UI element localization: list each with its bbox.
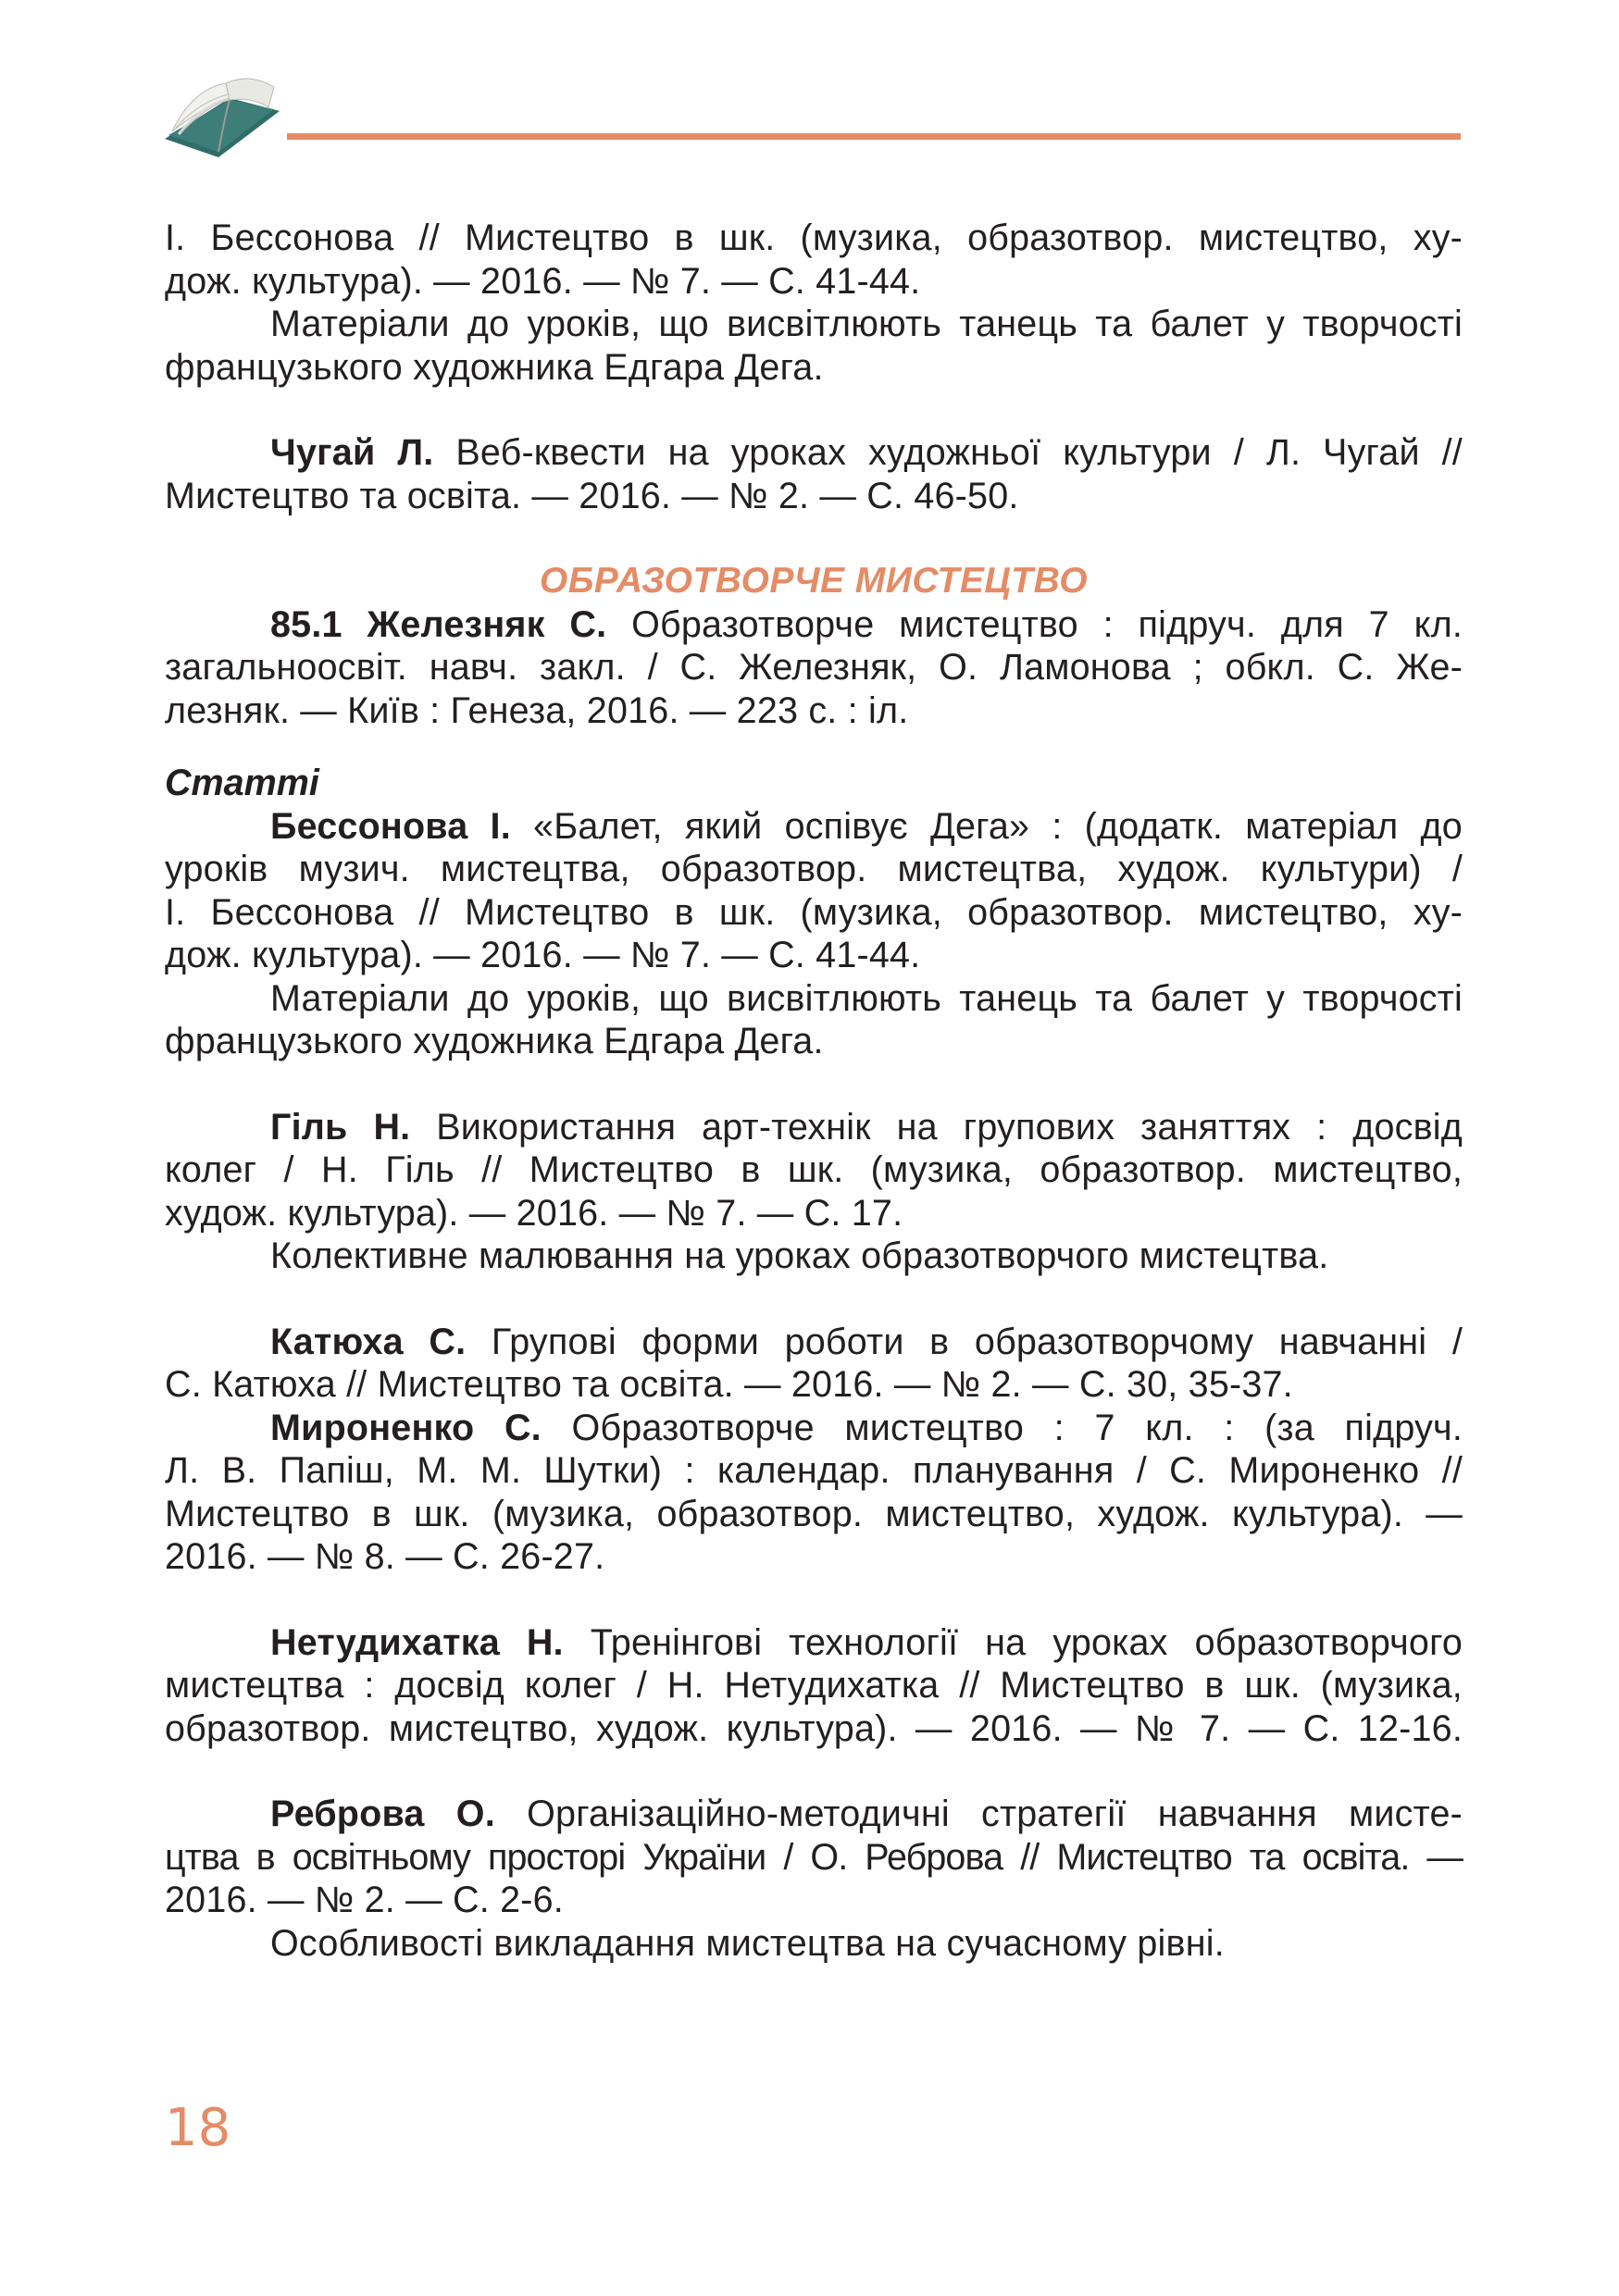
entry-text: «Балет, який оспівує Дега» : (додатк. матеріал до [510,805,1463,847]
annotation-line: Матеріали до уроків, що висвітлюють танець та балет у творчості [270,304,1463,344]
entry-text: Організаційно-методичні стратегії навчання мисте- [494,1793,1463,1834]
annotation-line: французького художника Едгара Дега. [165,1021,824,1061]
entry-text: Використання арт-технік на групових заняттях : досвід [410,1106,1463,1148]
entry-text: Групові форми роботи в образотворчому навчанні / [466,1321,1463,1362]
header-rule [287,133,1461,140]
entry-line: Л. В. Папіш, М. М. Шутки) : календар. планування / С. Мироненко // [165,1450,1463,1491]
entry-line: лезняк. — Київ : Генеза, 2016. — 223 с. : іл. [165,689,909,731]
section-heading: ОБРАЗОТВОРЧЕ МИСТЕЦТВО [539,561,1089,601]
entry-author: 85.1 Железняк С. [270,603,607,645]
entry-line: 2016. — № 2. — С. 2-6. [165,1880,564,1920]
entry-line: Мистецтво в шк. (музика, образотвор. мистецтво, худож. культура). — [165,1493,1463,1534]
entry-line [165,603,1463,647]
entry-author: Чугай Л. [270,432,434,473]
entry-line [165,1106,1463,1149]
entry-line: загальноосвіт. навч. закл. / С. Железняк, О. Ламонова ; обкл. С. Же- [165,647,1463,688]
bibliography-entry [165,805,1463,1063]
entry-line [165,1793,1463,1836]
open-book-icon [157,67,287,168]
entry-line: худож. культура). — 2016. — № 7. — С. 17. [165,1192,903,1234]
entry-line: мистецтва : досвід колег / Н. Нетудихатка // Мистецтво в шк. (музика, [165,1665,1463,1706]
entry-line [165,805,1463,849]
page-number: 18 [165,2098,231,2158]
bibliography-entry [165,603,1463,733]
entry-author: Гіль Н. [270,1106,411,1148]
entry-line: С. Катюха // Мистецтво та освіта. — 2016. — № 2. — С. 30, 35-37. [165,1364,1293,1405]
entry-line: колег / Н. Гіль // Мистецтво в шк. (музика, образотвор. мистецтво, [165,1149,1463,1190]
annotation-line: французького художника Едгара Дега. [165,346,824,388]
entry-text: Веб-квести на уроках художньої культури / Л. Чугай // [433,432,1463,473]
entry-line: образотвор. мистецтво, худож. культура). — 2016. — № 7. — С. 12-16. [165,1707,1463,1749]
entry-fragment [165,217,1463,389]
bibliography-entry [165,1621,1463,1751]
entry-line: Мистецтво та освіта. — 2016. — № 2. — С. 46-50. [165,475,1019,516]
articles-subheading: Статті [165,763,319,803]
entry-line: дож. культура). — 2016. — № 7. — С. 41-44. [165,935,921,975]
page-content [165,217,1463,1965]
entry-text: Образотворче мистецтво : підруч. для 7 кл. [606,603,1463,645]
entry-line: 2016. — № 8. — С. 26-27. [165,1536,605,1577]
bibliography-entry [165,1106,1463,1278]
entry-line [165,431,1463,475]
entry-text: Тренінгові технології на уроках образотворчого [563,1621,1463,1663]
entry-line: цтва в освітньому просторі України / О. Реброва // Мистецтво та освіта. — [165,1836,1463,1878]
bibliography-entry [165,1407,1463,1579]
entry-author: Реброва О. [270,1793,495,1834]
entry-line [165,1321,1463,1364]
bibliography-entry [165,1793,1463,1965]
entry-author: Катюха С. [270,1321,467,1362]
entry-author: Мироненко С. [270,1407,542,1448]
bibliography-entry [165,431,1463,517]
annotation-line: Колективне малювання на уроках образотворчого мистецтва. [270,1235,1329,1276]
entry-line [165,1407,1463,1450]
entry-author: Бессонова І. [270,805,511,847]
entry-line: І. Бессонова // Мистецтво в шк. (музика, образотвор. мистецтво, ху- [165,217,1463,258]
entry-author: Нетудихатка Н. [270,1621,564,1663]
annotation-line: Матеріали до уроків, що висвітлюють танець та балет у творчості [270,977,1463,1019]
bibliography-entry [165,1321,1463,1407]
entry-text: Образотворче мистецтво : 7 кл. : (за підруч. [541,1407,1463,1448]
entry-line: І. Бессонова // Мистецтво в шк. (музика, образотвор. мистецтво, ху- [165,891,1463,933]
entry-line: дож. культура). — 2016. — № 7. — С. 41-44. [165,260,921,302]
page-header [157,67,1472,168]
annotation-line: Особливості викладання мистецтва на сучасному рівні. [270,1922,1225,1964]
entry-line [165,1621,1463,1665]
entry-line: уроків музич. мистецтва, образотвор. мистецтва, худож. культури) / [165,849,1463,889]
